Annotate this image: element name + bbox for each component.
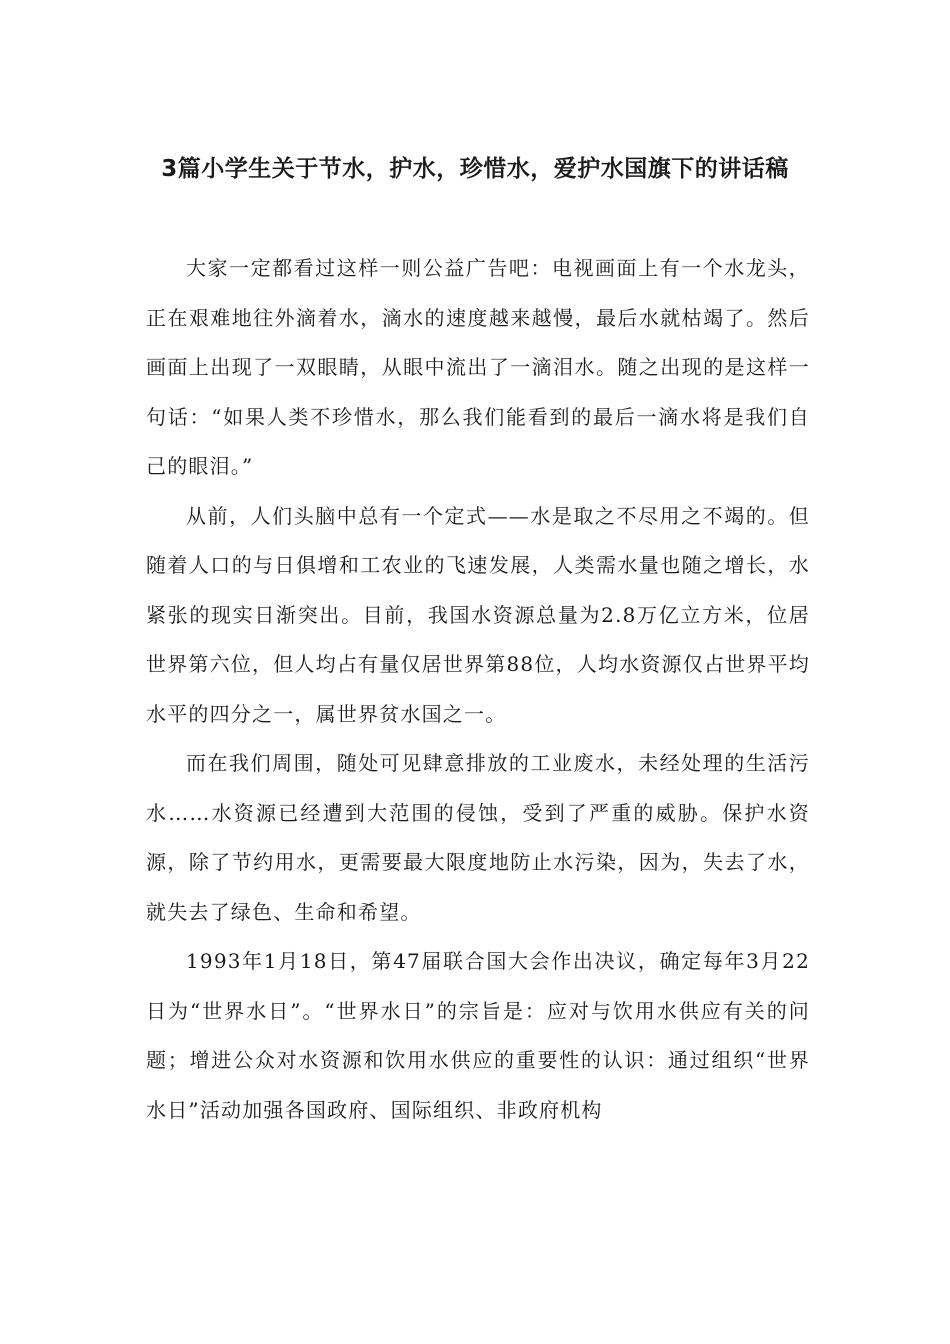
paragraph-3: 而在我们周围，随处可见肆意排放的工业废水，未经处理的生活污水……水资源已经遭到大范围的侵蚀，受到了严重的威胁。保护水资源，除了节约用水，更需要最大限度地防止水污染，因为，失去了水，就失去了绿色、生命和希望。 bbox=[146, 751, 810, 924]
paragraph-2: 从前，人们头脑中总有一个定式——水是取之不尽用之不竭的。但随着人口的与日俱增和工农业的飞速发展，人类需水量也随之增长，水紧张的现实日渐突出。目前，我国水资源总量为2.8万亿立方米，位居世界第六位，但人均占有量仅居世界第88位，人均水资源仅占世界平均水平的四分之一，属世界贫水国之一。 bbox=[146, 503, 810, 726]
paragraph-4: 1993年1月18日，第47届联合国大会作出决议，确定每年3月22日为“世界水日”。“世界水日”的宗旨是：应对与饮用水供应有关的问题；增进公众对水资源和饮用水供应的重要性的认识：通过组织“世界水日”活动加强各国政府、国际组织、非政府机构 bbox=[146, 949, 810, 1122]
document-title: 3篇小学生关于节水，护水，珍惜水，爱护水国旗下的讲话稿 bbox=[161, 156, 789, 182]
paragraph-1: 大家一定都看过这样一则公益广告吧：电视画面上有一个水龙头，正在艰难地往外滴着水，滴水的速度越来越慢，最后水就枯竭了。然后画面上出现了一双眼睛，从眼中流出了一滴泪水。随之出现的是这样一句话：“如果人类不珍惜水，那么我们能看到的最后一滴水将是我们自己的眼泪。” bbox=[146, 256, 810, 478]
document-body bbox=[146, 244, 810, 1135]
